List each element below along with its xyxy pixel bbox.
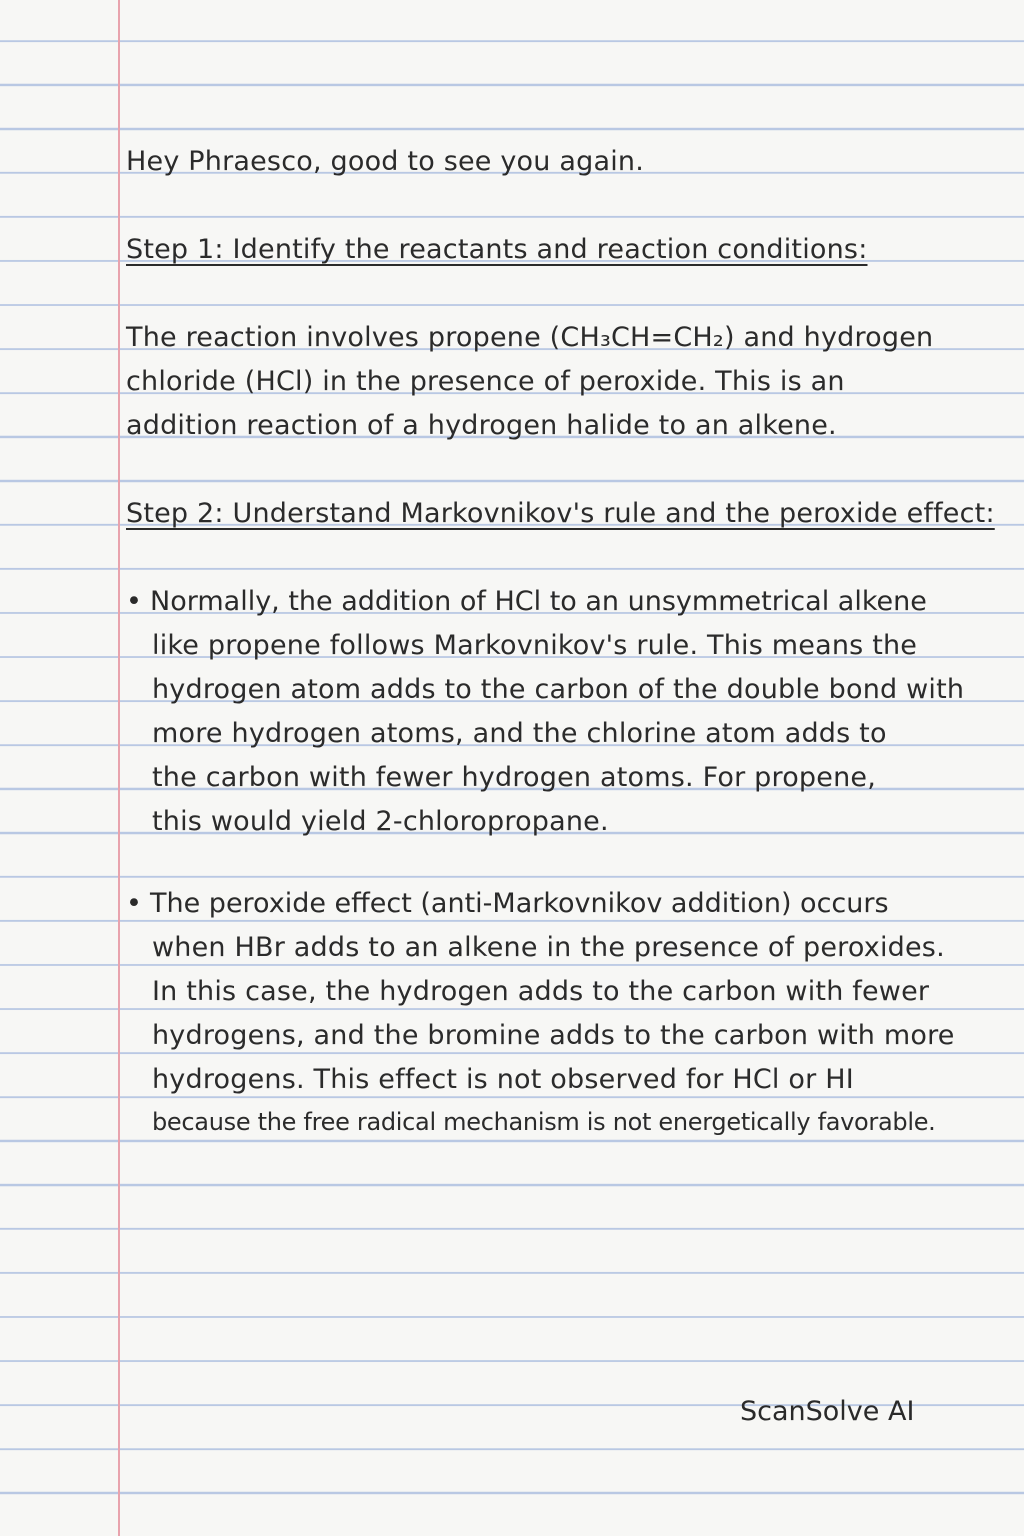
bullet1-line-6: this would yield 2-chloropropane.	[152, 806, 609, 837]
bullet2-line-6: because the free radical mechanism is not energetically favorable.	[152, 1108, 936, 1136]
step1-line-2: chloride (HCl) in the presence of peroxide. This is an	[126, 366, 845, 397]
bullet1-line-1: Normally, the addition of HCl to an unsymmetrical alkene	[150, 586, 927, 617]
bullet1-line-5: the carbon with fewer hydrogen atoms. For propene,	[152, 762, 876, 793]
bullet2-line-1: The peroxide effect (anti-Markovnikov addition) occurs	[150, 888, 889, 919]
bullet-1	[126, 586, 927, 617]
step2-heading: Step 2: Understand Markovnikov's rule and the peroxide effect:	[126, 498, 995, 529]
bullet2-line-2: when HBr adds to an alkene in the presence of peroxides.	[152, 932, 945, 963]
bullet1-line-2: like propene follows Markovnikov's rule. This means the	[152, 630, 918, 661]
bullet2-line-5: hydrogens. This effect is not observed for HCl or HI	[152, 1064, 854, 1095]
bullet1-line-4: more hydrogen atoms, and the chlorine atom adds to	[152, 718, 887, 749]
step1-line-1: The reaction involves propene (CH₃CH=CH₂) and hydrogen	[126, 322, 934, 353]
greeting: Hey Phraesco, good to see you again.	[126, 146, 644, 177]
signature: ScanSolve AI	[740, 1396, 915, 1427]
bullet2-line-4: hydrogens, and the bromine adds to the carbon with more	[152, 1020, 955, 1051]
bullet2-line-3: In this case, the hydrogen adds to the carbon with fewer	[152, 976, 930, 1007]
bullet-2	[126, 888, 889, 919]
step1-heading: Step 1: Identify the reactants and reaction conditions:	[126, 234, 868, 265]
bullet-symbol: •	[126, 888, 142, 919]
bullet1-line-3: hydrogen atom adds to the carbon of the double bond with	[152, 674, 965, 705]
bullet-symbol: •	[126, 586, 142, 617]
step1-line-3: addition reaction of a hydrogen halide to an alkene.	[126, 410, 837, 441]
